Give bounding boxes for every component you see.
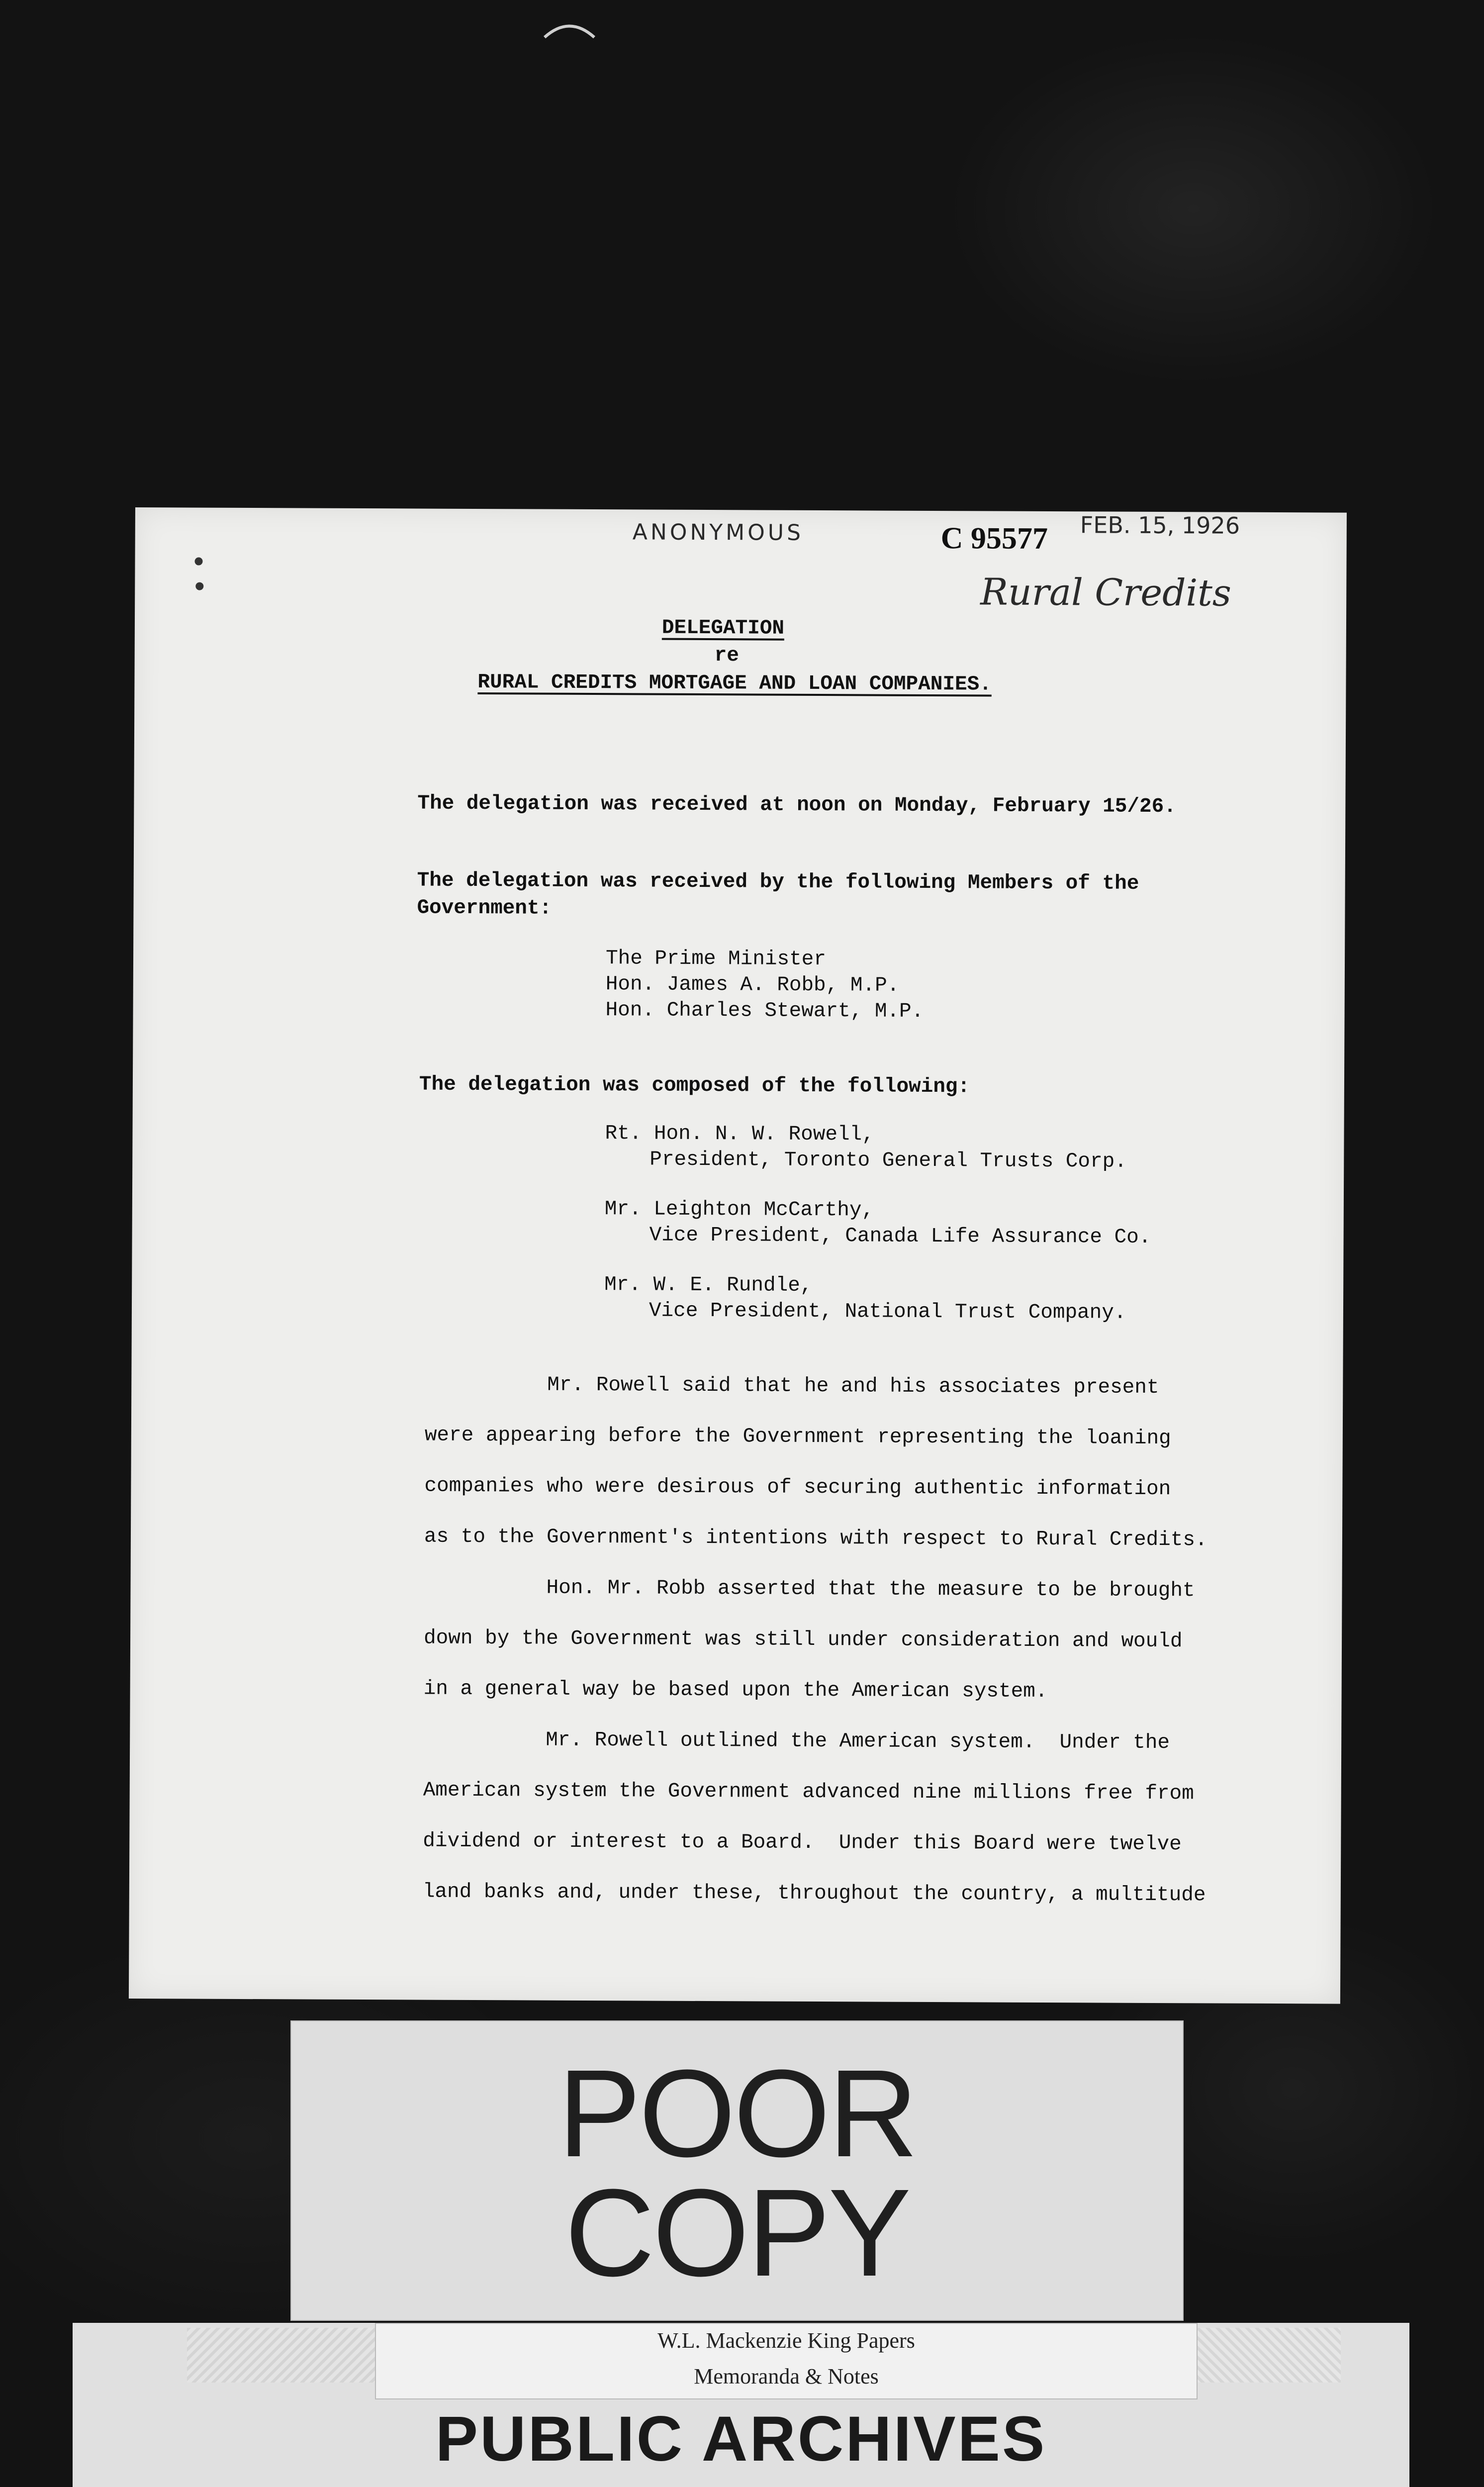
received-line: The delegation was received at noon on Monday, February 15/26. — [417, 792, 1176, 819]
paragraph-line: land banks and, under these, throughout the country, a multitude — [422, 1880, 1206, 1907]
paper-clip-mark — [542, 20, 597, 40]
anonymous-annotation: ANONYMOUS — [632, 519, 804, 546]
torn-paper-texture — [187, 2328, 376, 2383]
delegate-title: Vice President, Canada Life Assurance Co. — [649, 1224, 1151, 1249]
paragraph-line: down by the Government was still under consideration and would — [423, 1626, 1183, 1653]
member-item: The Prime Minister — [605, 947, 827, 971]
subject-annotation: Rural Credits — [980, 571, 1232, 615]
member-item: Hon. Charles Stewart, M.P. — [605, 999, 924, 1023]
delegate-name: Mr. W. E. Rundle, — [604, 1273, 813, 1297]
delegate-name: Rt. Hon. N. W. Rowell, — [605, 1122, 874, 1147]
paragraph-line: Mr. Rowell said that he and his associates present — [425, 1373, 1159, 1399]
punch-hole — [194, 558, 202, 566]
punch-hole — [195, 582, 203, 590]
reference-number: C 95577 — [940, 521, 1048, 556]
collection-series: Memoranda & Notes — [694, 2364, 879, 2389]
date-annotation: FEB. 15, 1926 — [1080, 511, 1240, 539]
paragraph-line: Mr. Rowell outlined the American system. Under the — [423, 1728, 1170, 1755]
received-by-line-2: Government: — [417, 896, 552, 920]
delegate-title: President, Toronto General Trusts Corp. — [649, 1148, 1127, 1173]
poor-copy-line-2: COPY — [564, 2163, 910, 2302]
collection-name: W.L. Mackenzie King Papers — [657, 2328, 915, 2353]
heading-subject: RURAL CREDITS MORTGAGE AND LOAN COMPANIES. — [477, 671, 992, 696]
archives-english: PUBLIC ARCHIVES — [435, 2403, 1047, 2475]
poor-copy-card — [290, 2020, 1184, 2321]
paragraph-line: as to the Government's intentions with respect to Rural Credits. — [424, 1525, 1207, 1552]
paragraph-line: were appearing before the Government representing the loaning — [424, 1424, 1171, 1450]
delegate-title: Vice President, National Trust Company. — [649, 1299, 1126, 1325]
composed-line: The delegation was composed of the following: — [419, 1073, 970, 1099]
member-item: Hon. James A. Robb, M.P. — [605, 973, 900, 997]
memo-page — [129, 507, 1347, 2004]
paragraph-line: companies who were desirous of securing authentic information — [424, 1474, 1171, 1501]
archives-strip — [73, 2323, 1409, 2487]
paragraph-line: Hon. Mr. Robb asserted that the measure to be brought — [424, 1576, 1195, 1603]
poor-copy-line-1: POOR — [557, 2044, 917, 2183]
delegate-name: Mr. Leighton McCarthy, — [604, 1198, 874, 1222]
paragraph-line: American system the Government advanced nine millions free from — [423, 1779, 1194, 1806]
paragraph-line: dividend or interest to a Board. Under this Board were twelve — [423, 1829, 1182, 1856]
received-by-line: The delegation was received by the following Members of the — [417, 869, 1139, 895]
heading-re: re — [714, 644, 740, 668]
collection-label — [375, 2323, 1198, 2399]
heading-delegation: DELEGATION — [661, 616, 785, 640]
paragraph-line: in a general way be based upon the American system. — [423, 1677, 1048, 1704]
